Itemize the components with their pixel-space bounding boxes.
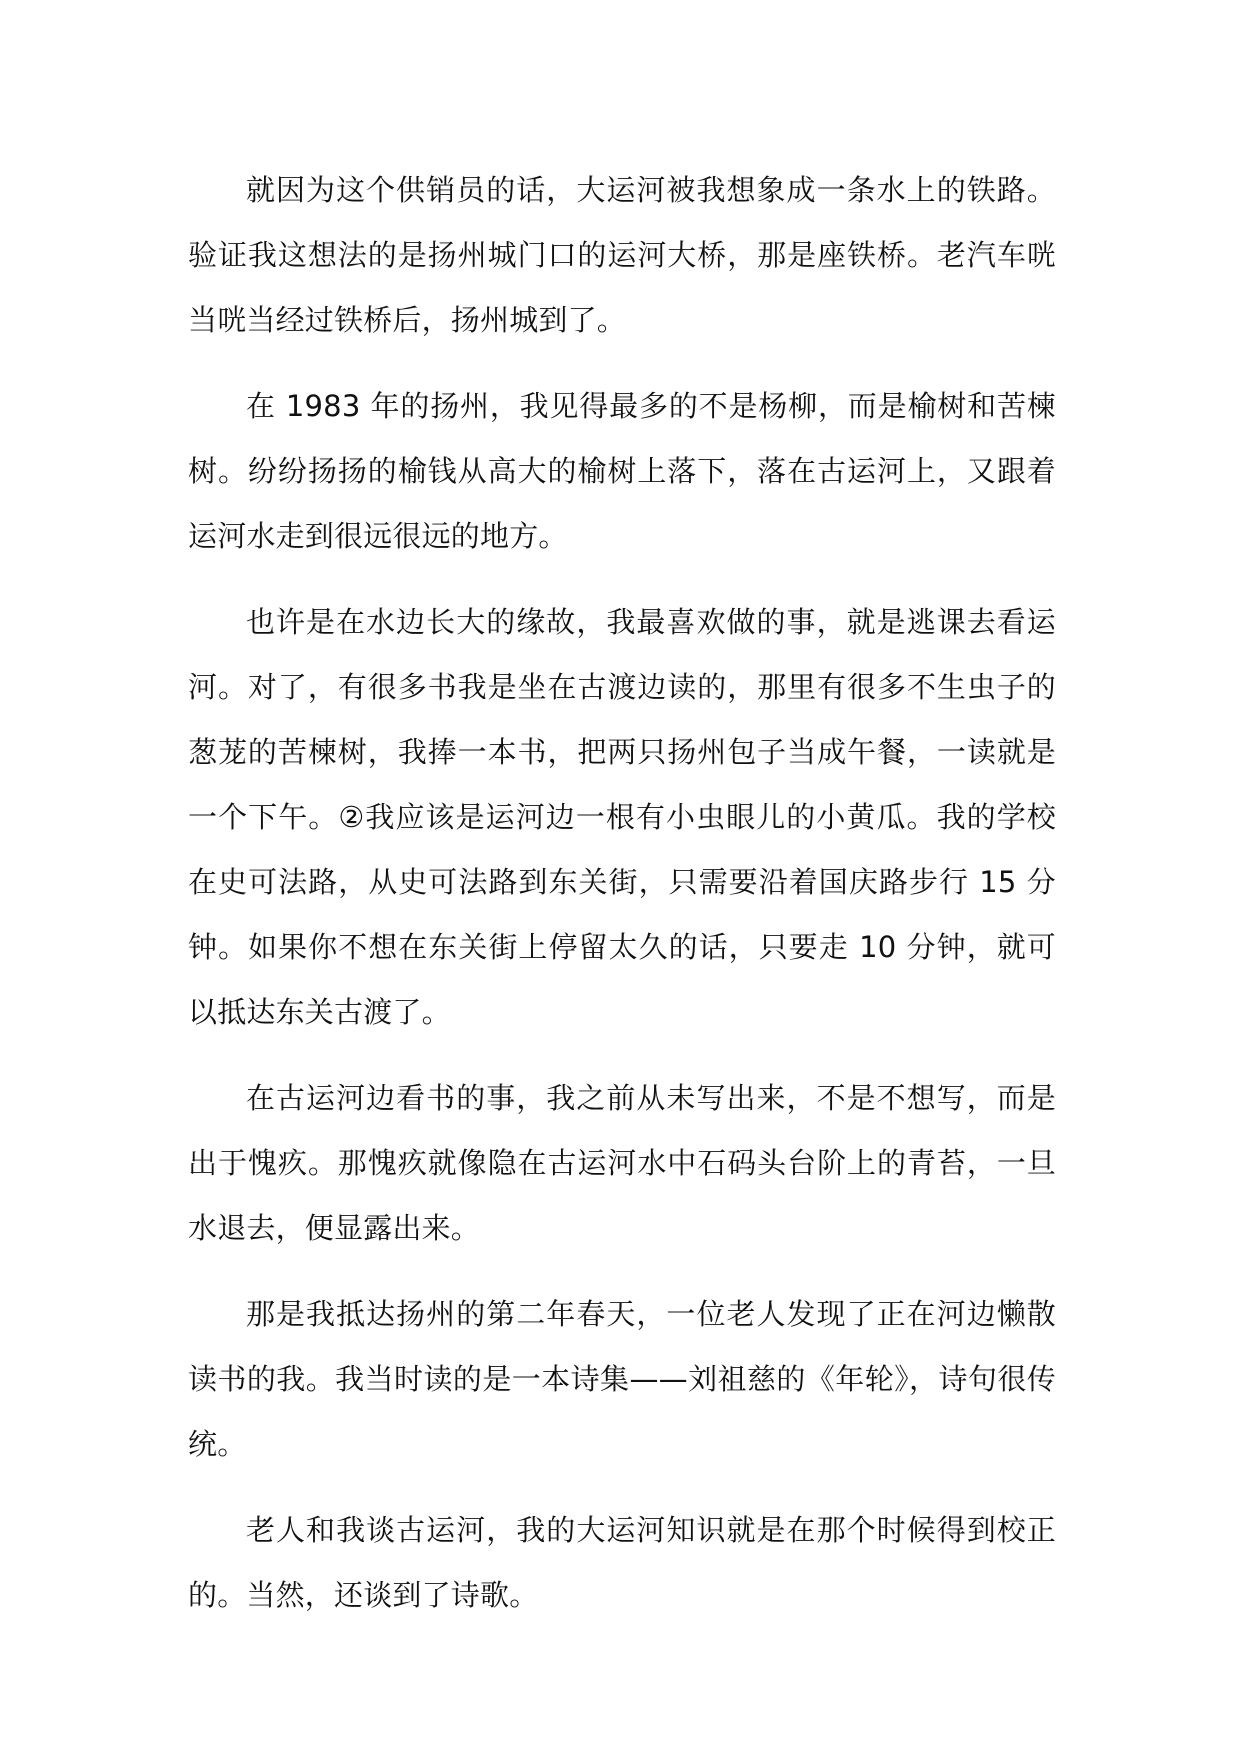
paragraph-2: 在 1983 年的扬州，我见得最多的不是杨柳，而是榆树和苦楝树。纷纷扬扬的榆钱从高大的榆树上落下，落在古运河上，又跟着运河水走到很远很远的地方。 [188, 389, 1056, 553]
paragraph-1: 就因为这个供销员的话，大运河被我想象成一条水上的铁路。验证我这想法的是扬州城门口的运河大桥，那是座铁桥。老汽车咣当咣当经过铁桥后，扬州城到了。 [188, 173, 1056, 337]
article-body [188, 158, 1056, 1649]
paragraph-3: 也许是在水边长大的缘故，我最喜欢做的事，就是逃课去看运河。对了，有很多书我是坐在古渡边读的，那里有很多不生虫子的葱茏的苦楝树，我捧一本书，把两只扬州包子当成午餐，一读就是一个下午。②我应该是运河边一根有小虫眼儿的小黄瓜。我的学校在史可法路，从史可法路到东关街，只需要沿着国庆路步行 15 分钟。如果你不想在东关街上停留太久的话，只要走 10 分钟，就可以抵达东关古渡了。 [188, 605, 1056, 1029]
paragraph-4: 在古运河边看书的事，我之前从未写出来，不是不想写，而是出于愧疚。那愧疚就像隐在古运河水中石码头台阶上的青苔，一旦水退去，便显露出来。 [188, 1081, 1056, 1245]
paragraph-5: 那是我抵达扬州的第二年春天，一位老人发现了正在河边懒散读书的我。我当时读的是一本诗集——刘祖慈的《年轮》，诗句很传统。 [188, 1297, 1056, 1461]
paragraph-6: 老人和我谈古运河，我的大运河知识就是在那个时候得到校正的。当然，还谈到了诗歌。 [188, 1513, 1056, 1612]
